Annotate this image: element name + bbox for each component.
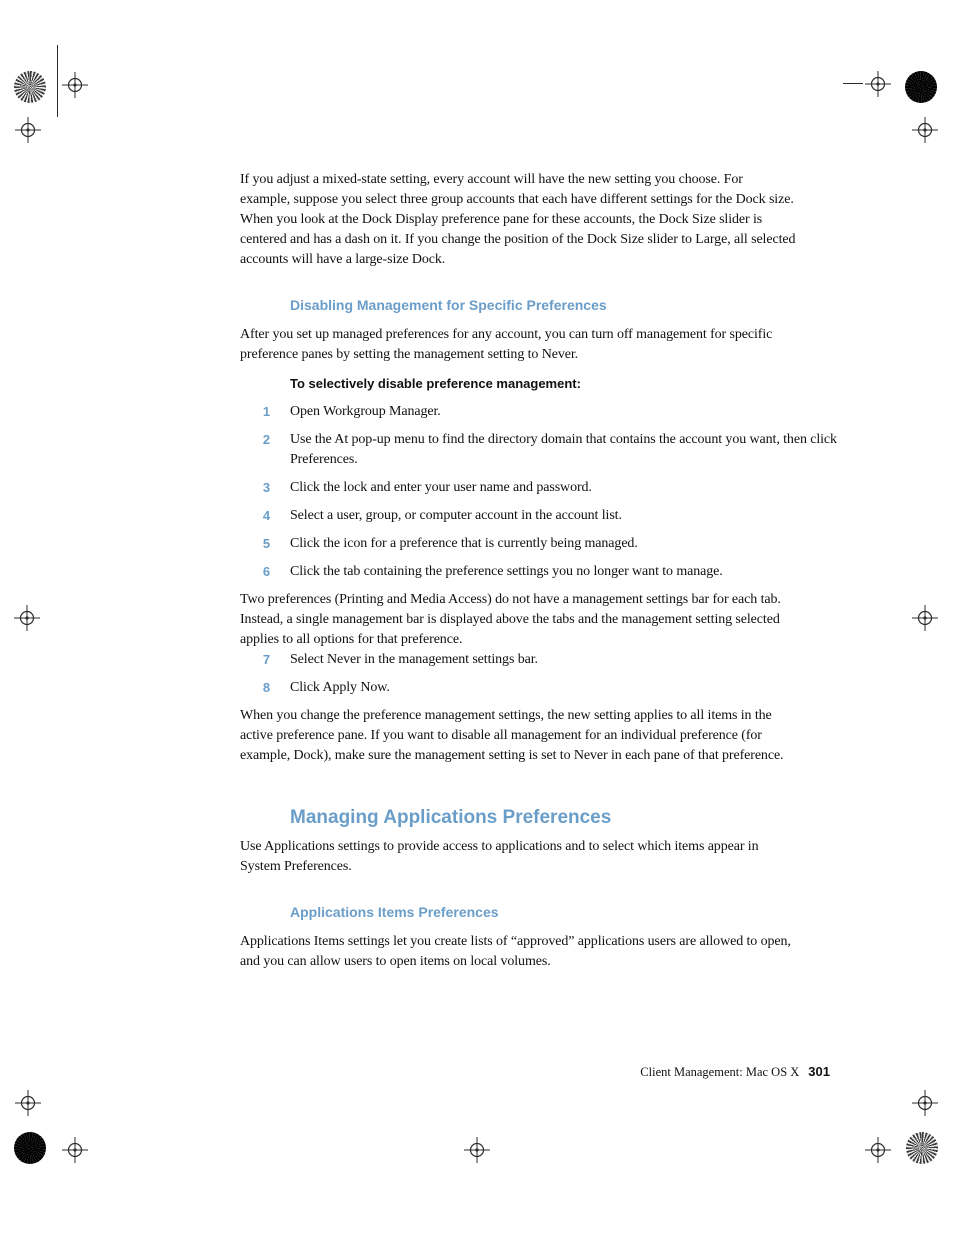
step-item [240, 402, 840, 422]
step-number: 4 [262, 508, 270, 523]
footer-page-number: 301 [808, 1064, 830, 1079]
content-column [240, 170, 840, 972]
step-item [240, 534, 840, 554]
disabling-intro-paragraph: After you set up managed preferences for any account, you can turn off management for specific preference panes by setting the management setting to Never. [240, 327, 773, 362]
numbered-steps [240, 402, 840, 766]
registration-crosshair-icon [15, 117, 41, 143]
section-heading-disabling-management: Disabling Management for Specific Preferences [290, 297, 607, 313]
step-item [240, 478, 840, 498]
step-text: Click Apply Now. [290, 680, 390, 695]
registration-crosshair-icon [62, 1137, 88, 1163]
registration-crosshair-icon [912, 1090, 938, 1116]
step-number: 7 [262, 652, 270, 667]
intro-paragraph: If you adjust a mixed-state setting, every account will have the new setting you choose. For example, suppose you select three group accounts that each have different settings for the Dock size. When you look at the Dock Display preference pane for these accounts, the Dock Size slider is centered and has a dash on it. If you change the position of the Dock Size slider to Large, all selected accounts will have a large-size Dock. [240, 172, 796, 267]
task-heading: To selectively disable preference management: [290, 376, 581, 391]
section-heading-applications-items: Applications Items Preferences [290, 904, 499, 920]
note-paragraph: When you change the preference management settings, the new setting applies to all items in the active preference pane. If you want to disable all management for an individual preference (for example, Dock), make sure the management setting is set to Never in each pane of that preference. [240, 708, 784, 763]
registration-crosshair-icon [464, 1137, 490, 1163]
step-number: 1 [262, 404, 270, 419]
step-number: 5 [262, 536, 270, 551]
step-text: Click the lock and enter your user name and password. [290, 480, 592, 495]
footer-section-title: Client Management: Mac OS X [640, 1065, 800, 1079]
step-item [240, 650, 840, 670]
registration-crosshair-icon [912, 117, 938, 143]
step-text: Click the icon for a preference that is currently being managed. [290, 536, 638, 551]
step-item [240, 562, 840, 582]
star-target-icon [905, 71, 937, 103]
step-text: Use the At pop-up menu to find the directory domain that contains the account you want, then click Preferences. [290, 432, 837, 467]
registration-crosshair-icon [865, 71, 891, 97]
step-text: Select Never in the management settings bar. [290, 652, 538, 667]
step-item [240, 430, 840, 470]
step-text: Click the tab containing the preference settings you no longer want to manage. [290, 564, 723, 579]
registration-crosshair-icon [912, 605, 938, 631]
step-item [240, 506, 840, 526]
step-item [240, 678, 840, 698]
note-paragraph: Two preferences (Printing and Media Access) do not have a management settings bar for each tab. Instead, a single management bar is displayed above the tabs and the management setting selected applies to all options for that preference. [240, 592, 781, 647]
step-number: 8 [262, 680, 270, 695]
registration-crosshair-icon [14, 605, 40, 631]
step-number: 2 [262, 432, 270, 447]
crop-line [843, 83, 863, 84]
registration-crosshair-icon [865, 1137, 891, 1163]
page-footer [240, 1064, 830, 1080]
step-number: 3 [262, 480, 270, 495]
star-target-icon [14, 71, 46, 103]
star-target-icon [906, 1132, 938, 1164]
crop-line [57, 45, 58, 117]
section-heading-managing-applications: Managing Applications Preferences [290, 807, 612, 828]
step-number: 6 [262, 564, 270, 579]
step-text: Select a user, group, or computer account in the account list. [290, 508, 622, 523]
managing-apps-paragraph: Use Applications settings to provide access to applications and to select which items appear in System Preferences. [240, 839, 759, 874]
step-text: Open Workgroup Manager. [290, 404, 441, 419]
app-items-paragraph: Applications Items settings let you create lists of “approved” applications users are allowed to open, and you can allow users to open items on local volumes. [240, 934, 791, 969]
star-target-icon [14, 1132, 46, 1164]
registration-crosshair-icon [15, 1090, 41, 1116]
registration-crosshair-icon [62, 72, 88, 98]
